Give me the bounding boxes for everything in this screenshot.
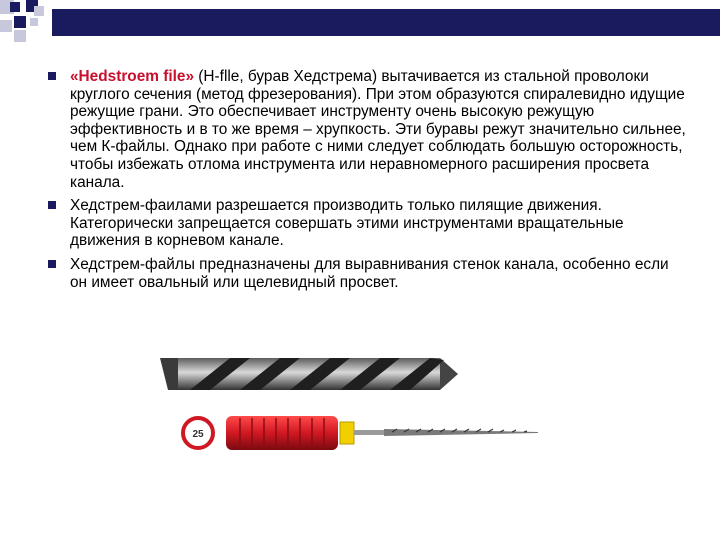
bullet-text-3: Хедстрем-файлы предназначены для выравнивания стенок канала, особенно если он имеет овальный или щелевидный просвет. — [70, 255, 669, 291]
header-decoration — [0, 0, 720, 48]
bullet-item-2 — [46, 197, 686, 250]
bullet-text-1: (H-flle, бурав Хедстрема) вытачивается из стальной проволоки круглого сечения (метод фрезерования). При этом образуются спиралевидно идущие режущие грани. Это обеспечивает инструменту очень высокую режущую эффективность и в то же время – хрупкость. Эти буравы режут значительно сильнее, чем К-файлы. Однако при работе с ними следует соблюдать большую осторожность, чтобы избежать отлома инструмента или неравномерного расширения просвета канала. — [70, 68, 686, 191]
size-badge — [183, 418, 213, 448]
deco-square-light-2 — [34, 6, 44, 16]
deco-square-light-5 — [30, 18, 38, 26]
file-handle — [226, 416, 338, 450]
deco-square-light-3 — [0, 20, 12, 32]
file-shank — [354, 430, 384, 435]
deco-square-dark-3 — [14, 16, 26, 28]
bullet-square-icon — [48, 72, 56, 80]
hedstroem-file-illustration — [160, 350, 545, 460]
term-hedstroem: «Hedstroem file» — [70, 68, 195, 85]
bullet-square-icon — [48, 260, 56, 268]
bullet-text-2: Хедстрем-фаилами разрешается производить только пилящие движения. Категорически запрещается совершать этими инструментами вращательные движения в корневом канале. — [70, 197, 624, 250]
deco-line — [52, 9, 720, 10]
deco-square-dark-1 — [10, 2, 20, 12]
deco-bar — [52, 10, 720, 36]
file-collar — [340, 422, 354, 444]
size-label: 25 — [192, 429, 204, 440]
hedstroem-file-instrument — [226, 416, 538, 450]
bullet-item-1 — [46, 68, 686, 191]
bullet-item-3 — [46, 256, 686, 291]
spiral-file-closeup — [160, 358, 458, 390]
bullet-list — [46, 68, 686, 297]
bullet-square-icon — [48, 201, 56, 209]
deco-square-light-4 — [14, 30, 26, 42]
